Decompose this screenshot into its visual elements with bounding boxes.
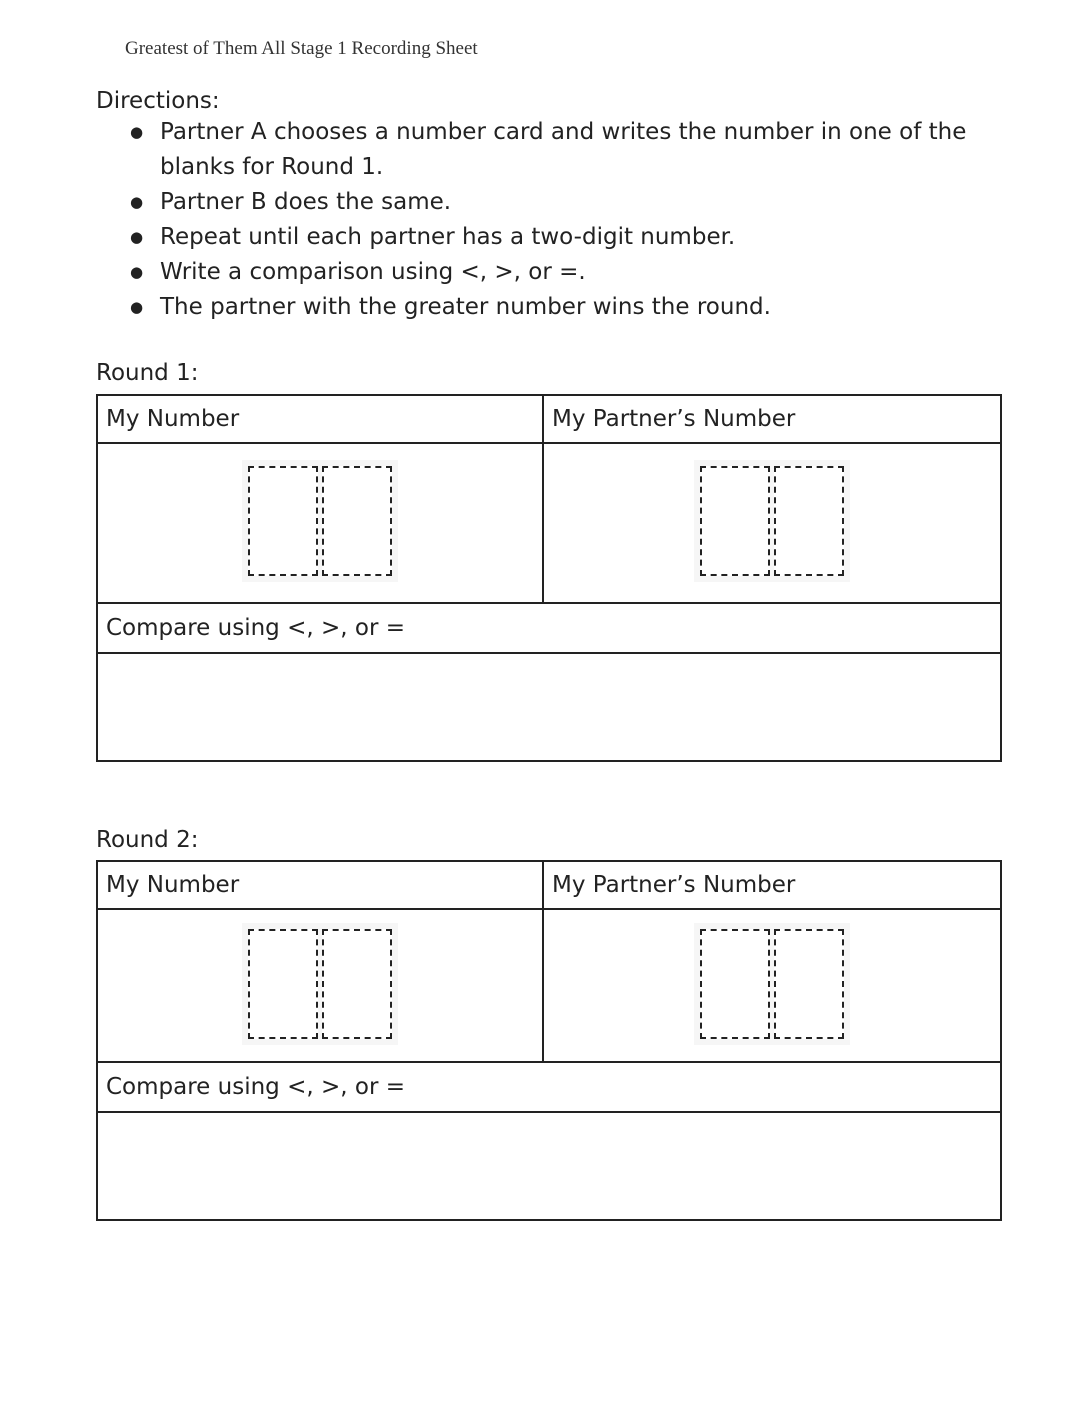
round-2-digits-row [98, 910, 1000, 1063]
round-2-compare-row [98, 1063, 1000, 1113]
round-1-my-ones-box[interactable] [322, 466, 392, 576]
round-1-partner-ones-box[interactable] [774, 466, 844, 576]
round-2-my-tens-box[interactable] [248, 929, 318, 1039]
round-1-my-number-header: My Number [98, 396, 544, 442]
round-1-table [96, 394, 1002, 762]
round-2-partner-ones-box[interactable] [774, 929, 844, 1039]
round-2-my-ones-box[interactable] [322, 929, 392, 1039]
round-1-partner-digits-cell [544, 444, 1000, 602]
round-2-answer-area[interactable] [98, 1113, 1000, 1219]
round-2-partner-number-header: My Partner’s Number [552, 872, 796, 898]
page-header: Greatest of Them All Stage 1 Recording Sheet [125, 38, 478, 59]
direction-item-4: ● Write a comparison using <, >, or =. [96, 255, 996, 290]
round-2-partner-digits-cell [544, 910, 1000, 1061]
round-2-partner-digit-group [694, 923, 850, 1045]
round-2-my-digit-group [242, 923, 398, 1045]
round-1-partner-tens-box[interactable] [700, 466, 770, 576]
round-1-label: Round 1: [96, 360, 199, 386]
round-2-header-row [98, 862, 1000, 910]
direction-item-5: ● The partner with the greater number wins the round. [96, 290, 996, 325]
direction-item-3: ● Repeat until each partner has a two-digit number. [96, 220, 996, 255]
round-2-my-number-header: My Number [98, 862, 544, 908]
round-1-my-digit-group [242, 460, 398, 582]
direction-item-2: ● Partner B does the same. [96, 185, 996, 220]
round-2-table [96, 860, 1002, 1221]
round-2-label: Round 2: [96, 827, 199, 853]
round-1-answer-row[interactable] [98, 654, 1000, 760]
round-1-partner-digit-group [694, 460, 850, 582]
round-1-my-digits-cell [98, 444, 544, 602]
round-1-answer-area[interactable] [98, 654, 1000, 760]
directions-list [96, 115, 996, 325]
round-2-compare-label: Compare using <, >, or = [106, 1074, 405, 1100]
round-1-compare-row [98, 604, 1000, 654]
directions-label: Directions: [96, 88, 220, 114]
round-1-digits-row [98, 444, 1000, 604]
round-1-header-row [98, 396, 1000, 444]
round-1-my-tens-box[interactable] [248, 466, 318, 576]
round-2-answer-row[interactable] [98, 1113, 1000, 1219]
round-2-my-digits-cell [98, 910, 544, 1061]
round-1-partner-number-header: My Partner’s Number [552, 406, 796, 432]
round-2-partner-tens-box[interactable] [700, 929, 770, 1039]
direction-item-1: ● Partner A chooses a number card and writes the number in one of the blanks for Round 1. [96, 115, 996, 185]
round-1-compare-label: Compare using <, >, or = [106, 615, 405, 641]
